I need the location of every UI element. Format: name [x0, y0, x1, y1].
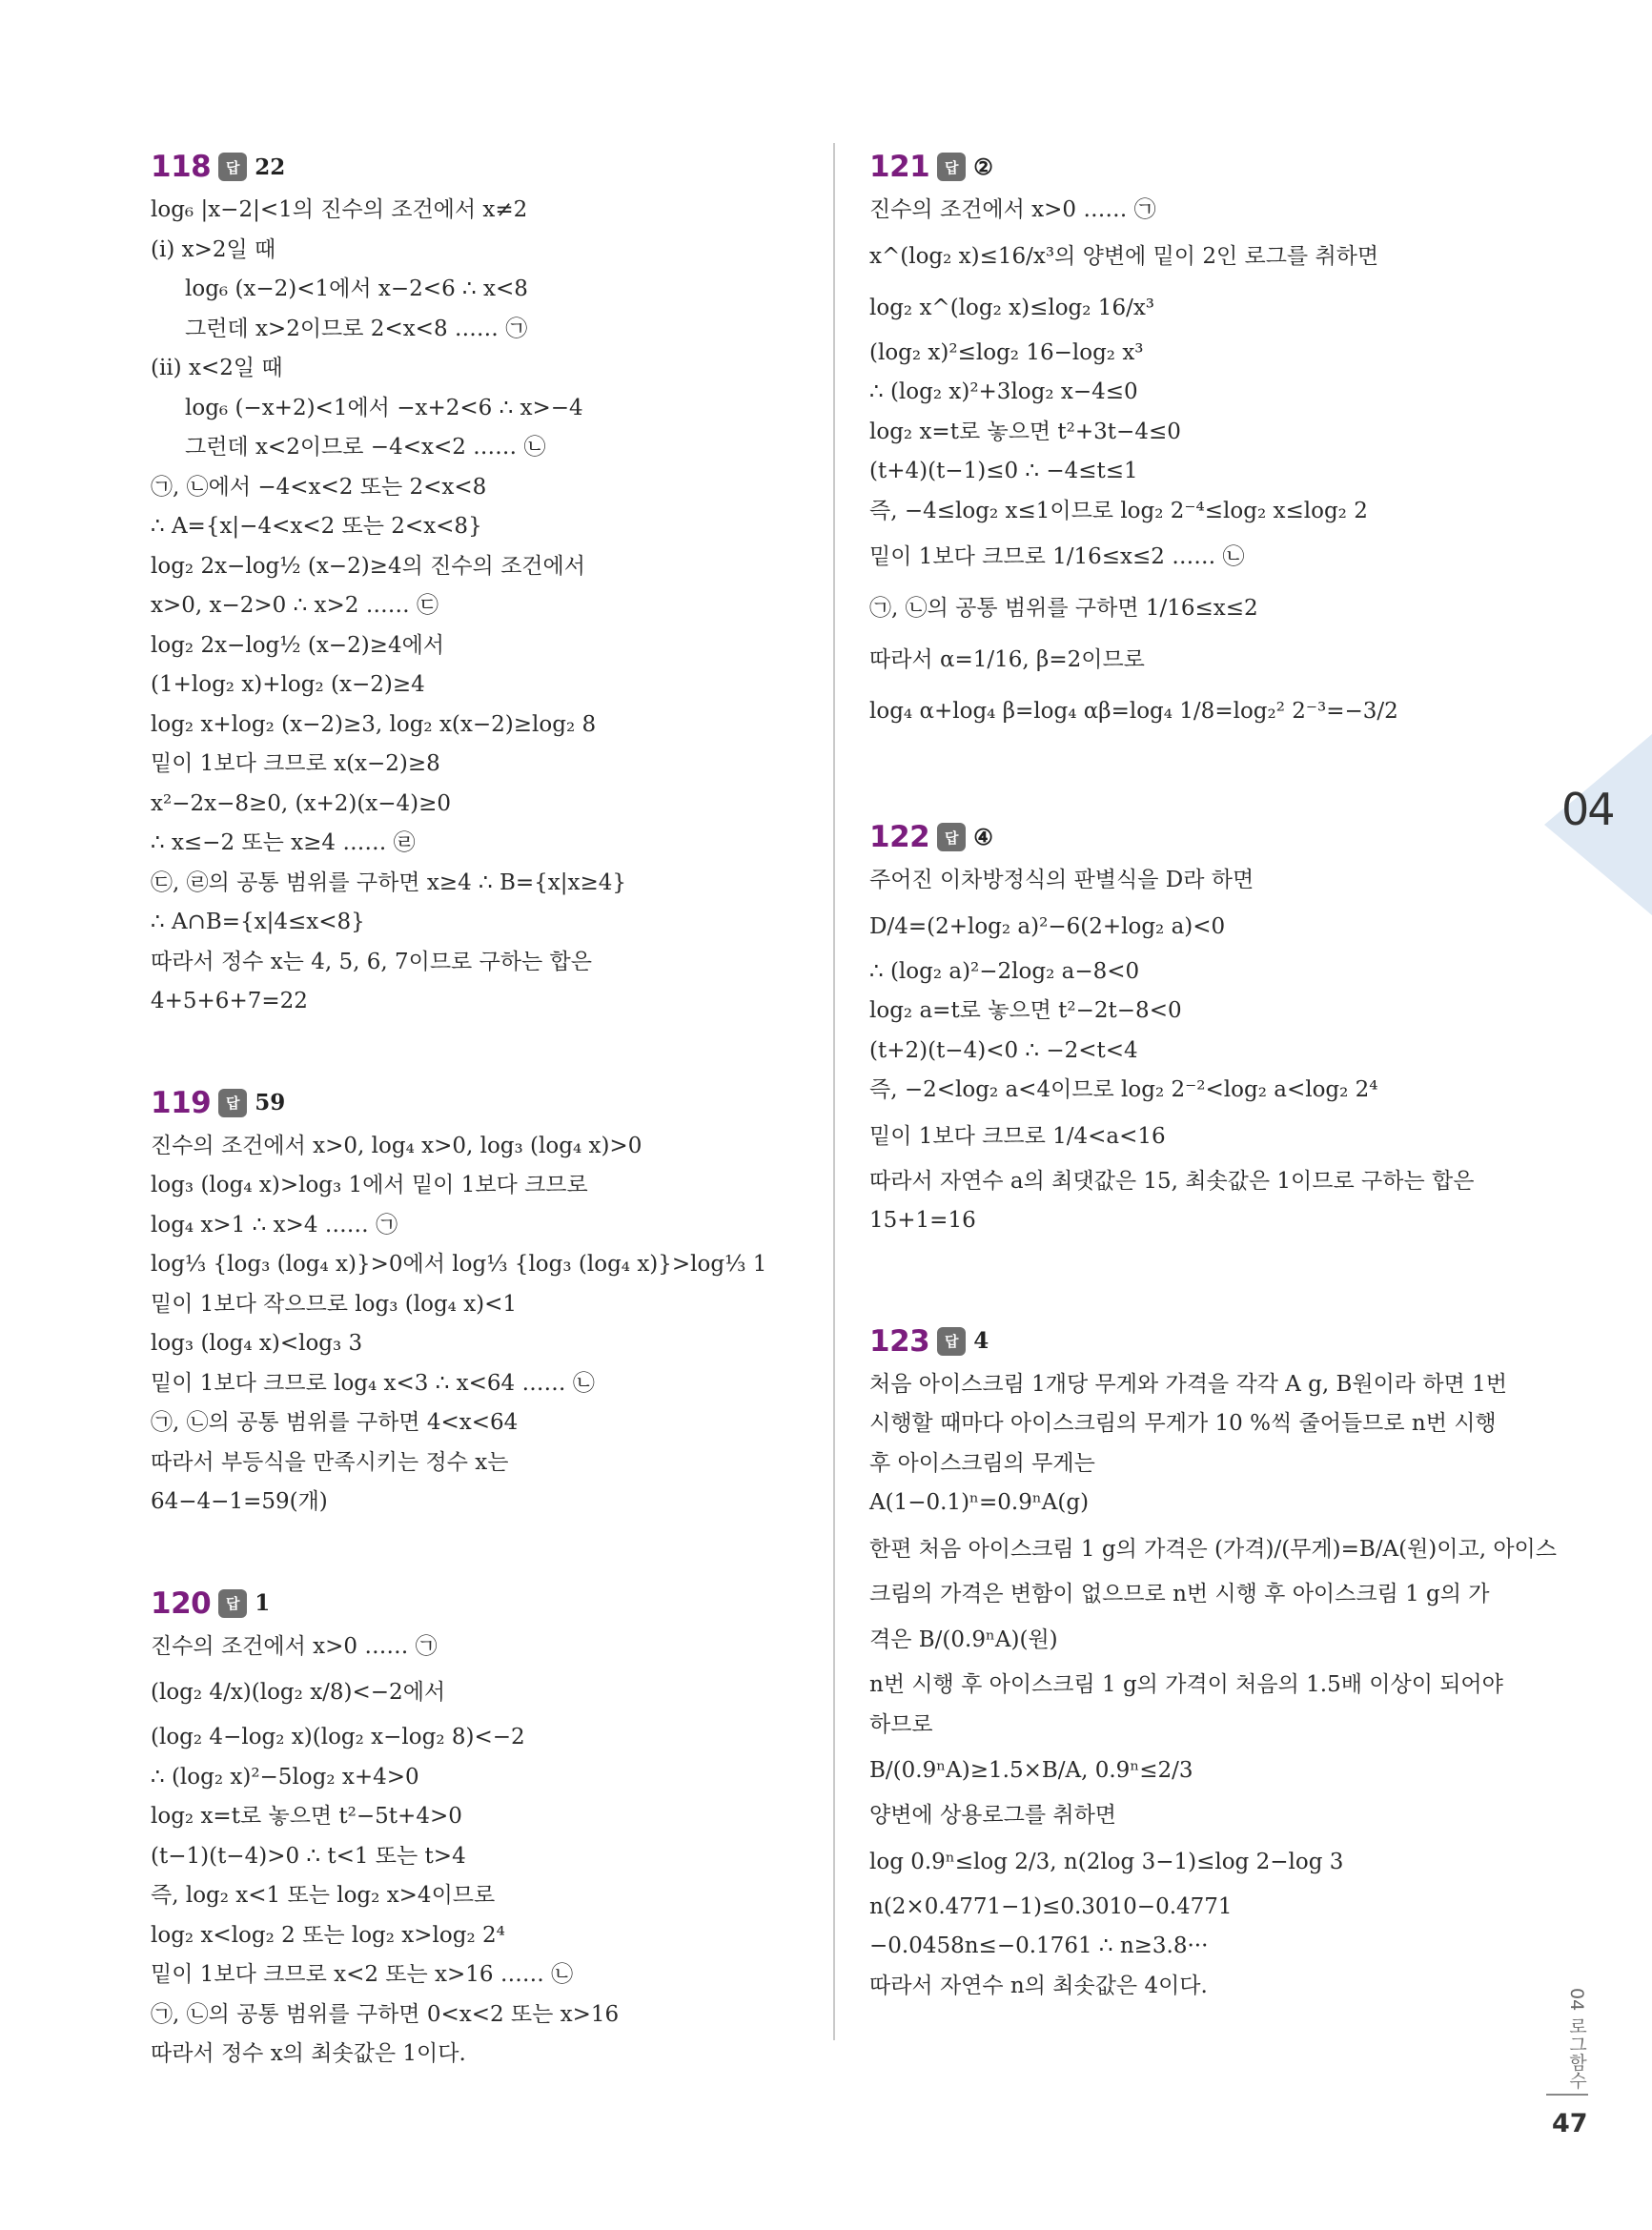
solution-line: 따라서 부등식을 만족시키는 정수 x는 — [151, 1449, 509, 1475]
problem-number: 119 — [151, 1085, 212, 1120]
solution-line: 양변에 상용로그를 취하면 — [869, 1803, 1117, 1828]
solution-line: −0.0458n≤−0.1761 ∴ n≥3.8··· — [869, 1933, 1209, 1958]
solution-line: 4+5+6+7=22 — [151, 989, 308, 1013]
solution-line: A(1−0.1)ⁿ=0.9ⁿA(g) — [869, 1490, 1090, 1515]
solution-line: ∴ (log₂ a)²−2log₂ a−8<0 — [869, 958, 1140, 984]
page-number: 47 — [1552, 2109, 1588, 2138]
answer-value: 22 — [255, 153, 286, 180]
solution-line: 진수의 조건에서 x>0, log₄ x>0, log₃ (log₄ x)>0 — [151, 1133, 642, 1158]
problem-spacer — [151, 1022, 818, 1079]
solution-line: log₄ α+log₄ β=log₄ αβ=log₄ 1/8=log₂² 2⁻³=−3/2 — [869, 699, 1398, 724]
solution-line: ㉠, ㉡의 공통 범위를 구하면 1/16≤x≤2 — [869, 596, 1258, 621]
problem-header — [869, 813, 1537, 861]
solution-line: (1+log₂ x)+log₂ (x−2)≥4 — [151, 672, 425, 697]
solution-line: 따라서 정수 x의 최솟값은 1이다. — [151, 2041, 466, 2066]
solution-line: 15+1=16 — [869, 1208, 976, 1233]
solution-line: 후 아이스크림의 무게는 — [869, 1450, 1095, 1476]
problem-118 — [151, 143, 818, 1022]
solution-line: x²−2x−8≥0, (x+2)(x−4)≥0 — [151, 790, 452, 816]
solution-line: 진수의 조건에서 x>0 …… ㉠ — [869, 197, 1156, 222]
right-column — [869, 143, 1557, 2006]
solution-line: (t+4)(t−1)≤0 ∴ −4≤t≤1 — [869, 459, 1138, 483]
solution-line: (log₂ x)²≤log₂ 16−log₂ x³ — [869, 339, 1144, 365]
solution-line: 크림의 가격은 변함이 없으므로 n번 시행 후 아이스크림 1 g의 가 — [869, 1581, 1490, 1606]
answer-value: ② — [973, 153, 993, 180]
solution-line: log 0.9ⁿ≤log 2/3, n(2log 3−1)≤log 2−log 3 — [869, 1849, 1344, 1874]
solution-line: (log₂ 4/x)(log₂ x/8)<−2에서 — [151, 1680, 446, 1705]
solution-line: log₂ x^(log₂ x)≤log₂ 16/x³ — [869, 295, 1155, 320]
solution-line: log₂ 2x−log½ (x−2)≥4에서 — [151, 632, 445, 658]
answer-value: ④ — [973, 824, 993, 850]
solution-line: 따라서 정수 x는 4, 5, 6, 7이므로 구하는 합은 — [151, 949, 592, 974]
solution-line: 하므로 — [869, 1711, 933, 1737]
solution-line: 64−4−1=59(개) — [151, 1489, 328, 1514]
problem-header — [869, 143, 1537, 191]
problem-number: 120 — [151, 1586, 212, 1621]
solution-line: log⅓ {log₃ (log₄ x)}>0에서 log⅓ {log₃ (log₄ x)}>log⅓ 1 — [151, 1252, 767, 1277]
solution-line: ㉠, ㉡의 공통 범위를 구하면 4<x<64 — [151, 1410, 519, 1435]
solution-line: 밑이 1보다 작으므로 log₃ (log₄ x)<1 — [151, 1291, 518, 1317]
problem-spacer — [869, 737, 1537, 813]
answer-badge: 답 — [218, 1589, 247, 1618]
problem-119 — [151, 1079, 818, 1523]
problem-number: 123 — [869, 1323, 930, 1359]
solution-line: D/4=(2+log₂ a)²−6(2+log₂ a)<0 — [869, 913, 1226, 939]
solution-line: log₂ x=t로 놓으면 t²+3t−4≤0 — [869, 419, 1181, 444]
left-column — [151, 143, 818, 2075]
solution-line: ∴ A∩B={x|4≤x<8} — [151, 910, 365, 934]
solution-line: n번 시행 후 아이스크림 1 g의 가격이 처음의 1.5배 이상이 되어야 — [869, 1672, 1503, 1697]
solution-line: 즉, log₂ x<1 또는 log₂ x>4이므로 — [151, 1883, 496, 1908]
solution-line: 밑이 1보다 크므로 x<2 또는 x>16 …… ㉡ — [151, 1962, 574, 1987]
problem-123 — [869, 1318, 1557, 2007]
solution-line: 격은 B/(0.9ⁿA)(원) — [869, 1627, 1058, 1652]
answer-badge: 답 — [937, 823, 966, 851]
problem-header — [869, 1318, 1537, 1365]
solution-line: 주어진 이차방정식의 판별식을 D라 하면 — [869, 868, 1254, 892]
problem-number: 122 — [869, 820, 930, 854]
solution-line: log₂ a=t로 놓으면 t²−2t−8<0 — [869, 998, 1182, 1023]
answer-badge: 답 — [218, 1089, 247, 1117]
solution-line: 진수의 조건에서 x>0 …… ㉠ — [151, 1633, 438, 1659]
answer-value: 1 — [255, 1590, 271, 1616]
answer-badge: 답 — [937, 153, 966, 181]
solution-line: 그런데 x<2이므로 −4<x<2 …… ㉡ — [185, 435, 546, 460]
solution-line: ㉠, ㉡의 공통 범위를 구하면 0<x<2 또는 x>16 — [151, 2001, 620, 2027]
problem-number: 118 — [151, 150, 212, 184]
solution-line: 즉, −2<log₂ a<4이므로 log₂ 2⁻²<log₂ a<log₂ 2⁴ — [869, 1077, 1378, 1102]
solution-line: 따라서 자연수 a의 최댓값은 15, 최솟값은 1이므로 구하는 합은 — [869, 1168, 1475, 1194]
chapter-side-label: 04 로그함수 — [1566, 1988, 1587, 2090]
problem-122 — [869, 813, 1537, 1241]
solution-line: log₆ (x−2)<1에서 x−2<6 ∴ x<8 — [185, 276, 528, 301]
solution-line: 따라서 α=1/16, β=2이므로 — [869, 647, 1145, 672]
solution-line: log₂ x+log₂ (x−2)≥3, log₂ x(x−2)≥log₂ 8 — [151, 711, 597, 737]
column-divider — [833, 143, 835, 2040]
solution-line: 밑이 1보다 크므로 1/16≤x≤2 …… ㉡ — [869, 544, 1245, 569]
solution-line: (log₂ 4−log₂ x)(log₂ x−log₂ 8)<−2 — [151, 1725, 525, 1749]
answer-value: 59 — [255, 1090, 286, 1115]
solution-line: 밑이 1보다 크므로 1/4<a<16 — [869, 1123, 1166, 1149]
solution-line: log₂ 2x−log½ (x−2)≥4의 진수의 조건에서 — [151, 553, 585, 579]
problem-120 — [151, 1580, 818, 2075]
solution-line: 밑이 1보다 크므로 log₄ x<3 ∴ x<64 …… ㉡ — [151, 1370, 595, 1396]
solution-line: log₂ x=t로 놓으면 t²−5t+4>0 — [151, 1804, 462, 1829]
problem-121 — [869, 143, 1537, 737]
problem-spacer — [151, 1523, 818, 1580]
solution-line: 처음 아이스크림 1개당 무게와 가격을 각각 A g, B원이라 하면 1번 — [869, 1371, 1507, 1397]
solution-line: ㉠, ㉡에서 −4<x<2 또는 2<x<8 — [151, 474, 487, 500]
answer-badge: 답 — [937, 1327, 966, 1356]
solution-line: log₆ (−x+2)<1에서 −x+2<6 ∴ x>−4 — [185, 395, 583, 420]
solution-line: log₆ |x−2|<1의 진수의 조건에서 x≠2 — [151, 197, 528, 222]
solution-line: log₃ (log₄ x)>log₃ 1에서 밑이 1보다 크므로 — [151, 1173, 588, 1197]
solution-line: 밑이 1보다 크므로 x(x−2)≥8 — [151, 751, 440, 776]
solution-line: (t−1)(t−4)>0 ∴ t<1 또는 t>4 — [151, 1843, 466, 1869]
solution-line: 시행할 때마다 아이스크림의 무게가 10 %씩 줄어들므로 n번 시행 — [869, 1411, 1497, 1436]
page-number-rule — [1546, 2094, 1588, 2096]
solution-line: ∴ (log₂ x)²−5log₂ x+4>0 — [151, 1764, 419, 1790]
solution-line: ∴ A={x|−4<x<2 또는 2<x<8} — [151, 514, 482, 539]
solution-line: ∴ x≤−2 또는 x≥4 …… ㉣ — [151, 830, 416, 855]
solution-line: (i) x>2일 때 — [151, 236, 276, 262]
solution-line: B/(0.9ⁿA)≥1.5×B/A, 0.9ⁿ≤2/3 — [869, 1758, 1193, 1783]
solution-line: log₄ x>1 ∴ x>4 …… ㉠ — [151, 1212, 398, 1238]
answer-badge: 답 — [218, 153, 247, 181]
solution-line: ㉢, ㉣의 공통 범위를 구하면 x≥4 ∴ B={x|x≥4} — [151, 869, 626, 895]
answer-value: 4 — [973, 1328, 989, 1354]
solution-line: 그런데 x>2이므로 2<x<8 …… ㉠ — [185, 316, 528, 341]
solution-line: ∴ (log₂ x)²+3log₂ x−4≤0 — [869, 379, 1138, 404]
solution-line: 즉, −4≤log₂ x≤1이므로 log₂ 2⁻⁴≤log₂ x≤log₂ 2 — [869, 498, 1368, 523]
solution-line: 한편 처음 아이스크림 1 g의 가격은 (가격)/(무게)=B/A(원)이고, 아이스 — [869, 1536, 1557, 1562]
problem-spacer — [869, 1241, 1537, 1318]
problem-header — [151, 143, 818, 191]
problem-header — [151, 1079, 818, 1127]
solution-line: (ii) x<2일 때 — [151, 356, 283, 380]
chapter-tab-number: 04 — [1561, 784, 1614, 835]
solution-line: n(2×0.4771−1)≤0.3010−0.4771 — [869, 1893, 1233, 1919]
solution-line: 따라서 자연수 n의 최솟값은 4이다. — [869, 1973, 1208, 1998]
solution-line: log₂ x<log₂ 2 또는 log₂ x>log₂ 2⁴ — [151, 1922, 505, 1948]
solution-line: (t+2)(t−4)<0 ∴ −2<t<4 — [869, 1037, 1138, 1063]
solution-line: x>0, x−2>0 ∴ x>2 …… ㉢ — [151, 593, 439, 618]
problem-number: 121 — [869, 150, 930, 184]
solution-line: x^(log₂ x)≤16/x³의 양변에 밑이 2인 로그를 취하면 — [869, 243, 1379, 269]
solution-line: log₃ (log₄ x)<log₃ 3 — [151, 1331, 363, 1356]
problem-header — [151, 1580, 818, 1627]
